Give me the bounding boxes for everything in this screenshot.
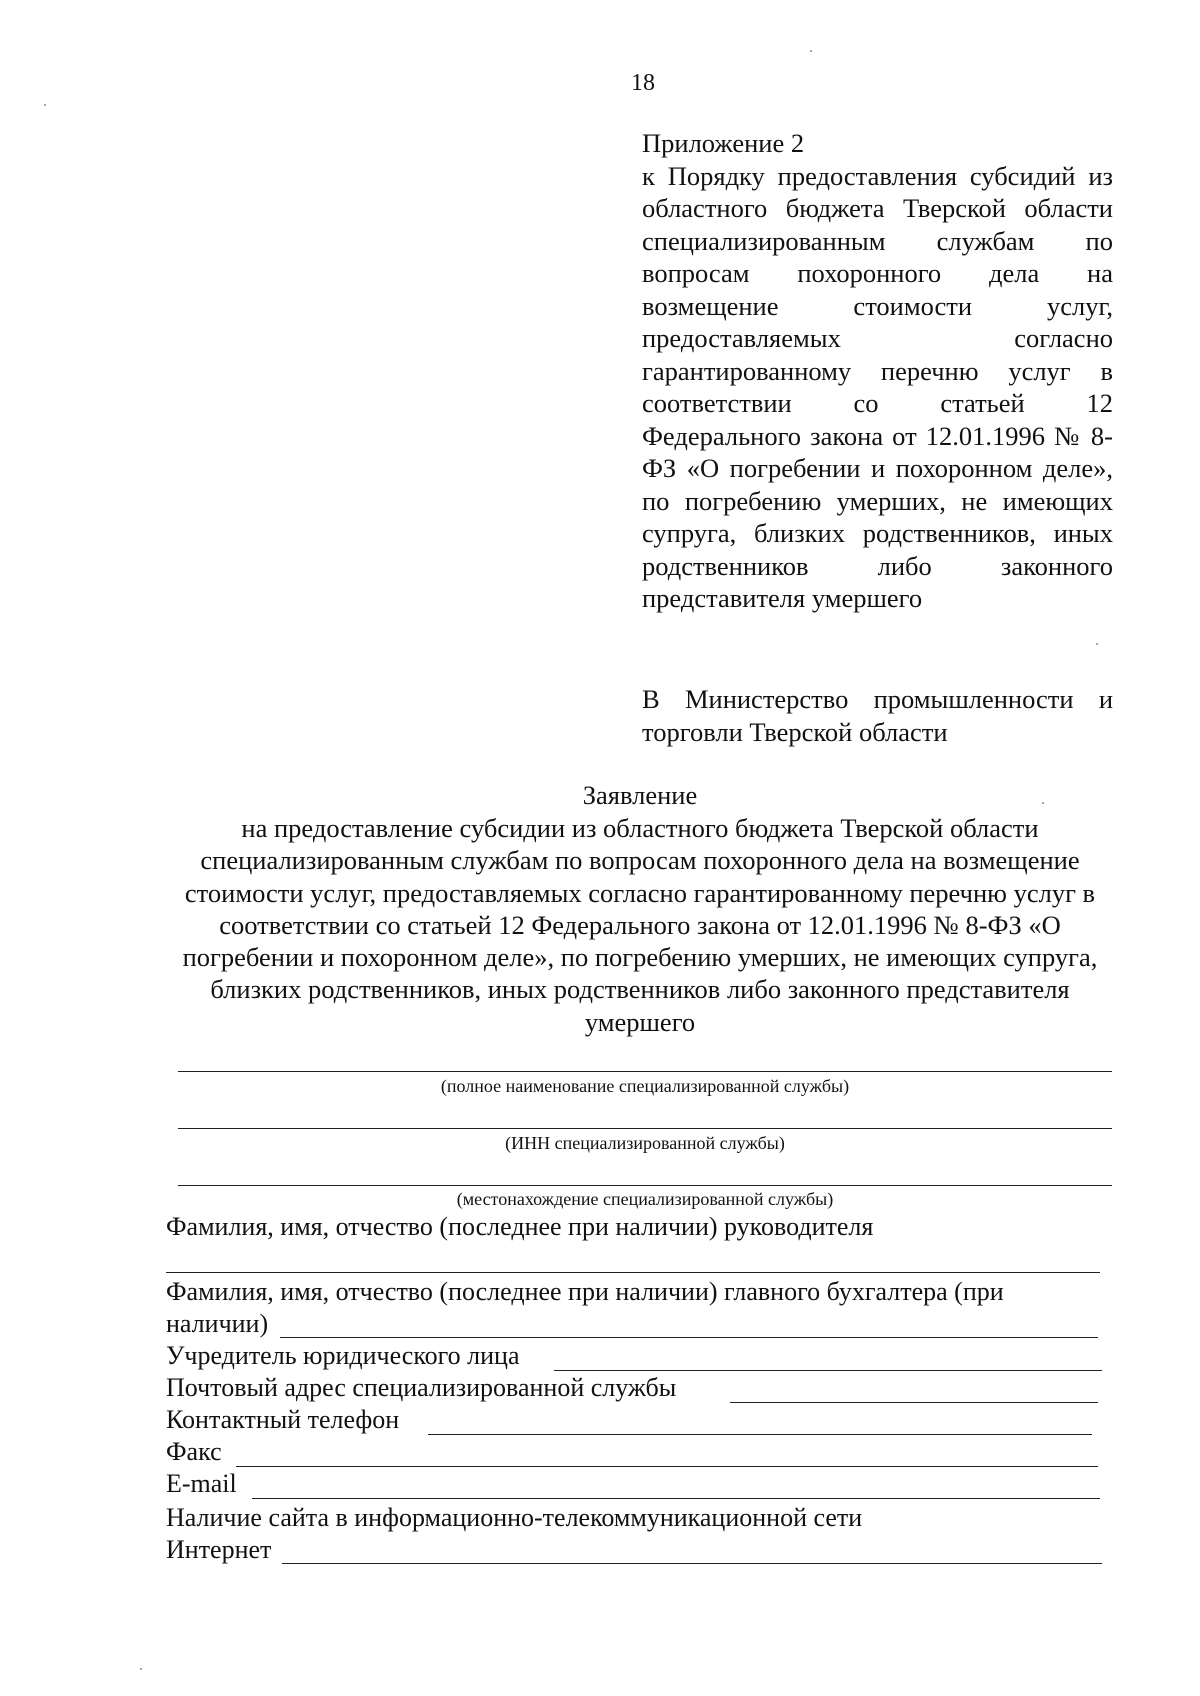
- full-name-caption: (полное наименование специализированной службы): [440, 1076, 850, 1096]
- accountant-label-cont: наличии): [166, 1309, 269, 1338]
- phone-line[interactable]: [428, 1434, 1092, 1435]
- email-line[interactable]: [252, 1498, 1100, 1499]
- fax-label: Факс: [166, 1437, 222, 1466]
- statement-subtitle: на предоставление субсидии из областного бюджета Тверской области специализированным службам по вопросам похоронного дела на возмещение стоимости услуг, предоставляемых согласно гарантированному перечню услуг в соответствии со статьей 12 Федерального закона от 12.01.1996 № 8-ФЗ «О погребении и похоронном деле», по погребению умерших, не имеющих супруга, близких родственников, иных родственников либо законного представителя умершего: [182, 813, 1098, 1037]
- accountant-line[interactable]: [280, 1337, 1098, 1338]
- full-name-line[interactable]: [178, 1071, 1112, 1072]
- email-label: E-mail: [166, 1469, 237, 1498]
- appendix-block: [642, 127, 1113, 615]
- website-label: Наличие сайта в информационно-телекоммуникационной сети: [166, 1503, 863, 1532]
- founder-line[interactable]: [554, 1370, 1102, 1371]
- scan-speck: [140, 1668, 142, 1670]
- inn-line[interactable]: [178, 1128, 1112, 1129]
- scan-speck: [810, 50, 812, 52]
- website-line[interactable]: [282, 1563, 1102, 1564]
- fax-line[interactable]: [236, 1466, 1098, 1467]
- appendix-title: Приложение 2: [642, 128, 805, 158]
- inn-caption: (ИНН специализированной службы): [505, 1133, 785, 1153]
- addressee: В Министерство промышленности и торговли Тверской области: [642, 684, 1113, 747]
- postal-address-label: Почтовый адрес специализированной службы: [166, 1373, 677, 1402]
- website-label-cont: Интернет: [166, 1535, 272, 1564]
- location-caption: (местонахождение специализированной службы): [456, 1189, 834, 1209]
- appendix-body: к Порядку предоставления субсидий из областного бюджета Тверской области специализированным службам по вопросам похоронного дела на возмещение стоимости услуг, предоставляемых согласно гарантированному перечню услуг в соответствии со статьей 12 Федерального закона от 12.01.1996 № 8-ФЗ «О погребении и похоронном деле», по погребению умерших, не имеющих супруга, близких родственников, иных родственников либо законного представителя умершего: [642, 160, 1113, 613]
- accountant-label: Фамилия, имя, отчество (последнее при наличии) главного бухгалтера (при: [166, 1277, 1004, 1306]
- director-line[interactable]: [166, 1272, 1100, 1273]
- postal-address-line[interactable]: [730, 1402, 1098, 1403]
- scan-speck: [44, 104, 46, 106]
- scan-speck: [1042, 802, 1044, 804]
- founder-label: Учредитель юридического лица: [166, 1341, 520, 1370]
- page-number: 18: [631, 70, 655, 96]
- phone-label: Контактный телефон: [166, 1405, 400, 1434]
- location-line[interactable]: [178, 1185, 1112, 1186]
- director-label: Фамилия, имя, отчество (последнее при наличии) руководителя: [166, 1212, 874, 1241]
- scan-speck: [1096, 643, 1098, 645]
- statement-title: Заявление: [582, 780, 698, 810]
